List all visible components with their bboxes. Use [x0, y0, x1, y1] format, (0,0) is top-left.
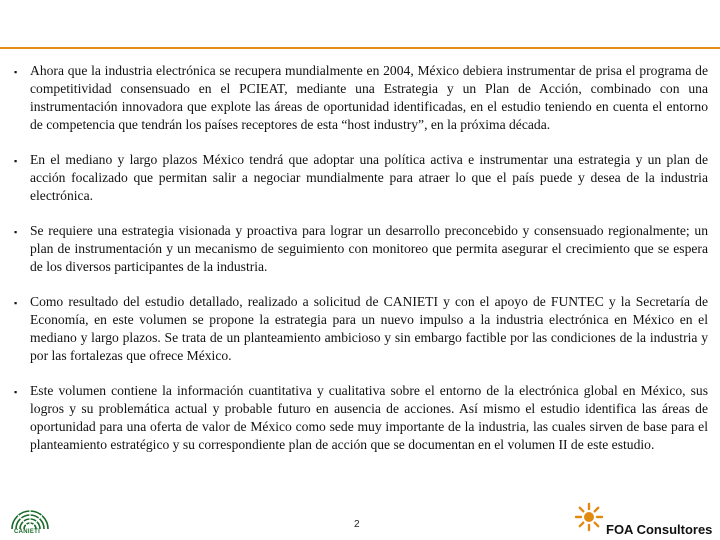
bullet-item-1 — [12, 62, 708, 134]
bullet-marker: ▪ — [14, 387, 18, 397]
bullet-item-5 — [12, 382, 708, 454]
bullet-marker: ▪ — [14, 67, 18, 77]
bullet-marker: ▪ — [14, 227, 18, 237]
bullet-item-3 — [12, 222, 708, 276]
bullet-item-4 — [12, 293, 708, 365]
bullet-list — [12, 62, 708, 471]
page-number: 2 — [354, 519, 360, 530]
bullet-text: Como resultado del estudio detallado, realizado a solicitud de CANIETI y con el apoyo de FUNTEC y la Secretaría de Economía, en este volumen se propone la estrategia para un nuevo impulso a la industria electrónica en México en el mediano y largo plazos. Se trata de un planteamiento ambicioso y sin embargo factible por las condiciones de la industria y por las fortalezas que ofrece México. — [30, 294, 708, 363]
foa-consultores-logo — [572, 500, 720, 540]
bullet-marker: ▪ — [14, 156, 18, 166]
canieti-emblem-icon — [8, 505, 52, 531]
canieti-logo — [8, 505, 58, 539]
header-rule — [0, 47, 720, 49]
bullet-item-2 — [12, 151, 708, 205]
bullet-text: Se requiere una estrategia visionada y proactiva para lograr un desarrollo preconcebido y consensuado regionalmente; un plan de instrumentación y un mecanismo de seguimiento con monitoreo que permita asegurar el crecimiento que se espera de los diversos participantes de la industria. — [30, 223, 708, 274]
bullet-text: Ahora que la industria electrónica se recupera mundialmente en 2004, México debiera instrumentar de prisa el programa de competitividad consensuado en el PCIEAT, mediante una Estrategia y un Plan de Acción, combinado con una instrumentación innovadora que explote las áreas de oportunidad identificadas, en el estudio teniendo en cuenta el entorno de competencia que tendrán los países receptores de esta “host industry”, en la próxima década. — [30, 63, 708, 132]
sun-emblem-icon — [574, 502, 604, 532]
canieti-logo-text: CANIETI — [14, 529, 41, 535]
foa-consultores-text: FOA Consultores — [606, 522, 713, 537]
bullet-marker: ▪ — [14, 298, 18, 308]
bullet-text: Este volumen contiene la información cuantitativa y cualitativa sobre el entorno de la electrónica global en México, sus logros y su problemática actual y probable futuro en ausencia de acciones. Así mismo el estudio identifica las áreas de oportunidad para una oferta de valor de México como sede muy importante de la industria, las cuales sirven de base para el planteamiento estratégico y su correspondiente plan de acción que se documentan en el volumen II de este estudio. — [30, 383, 708, 452]
bullet-text: En el mediano y largo plazos México tendrá que adoptar una política activa e instrumentar una estrategia y un plan de acción focalizado que permitan salir a negociar mundialmente para atraer lo que el país puede y desea de la industria electrónica. — [30, 152, 708, 203]
